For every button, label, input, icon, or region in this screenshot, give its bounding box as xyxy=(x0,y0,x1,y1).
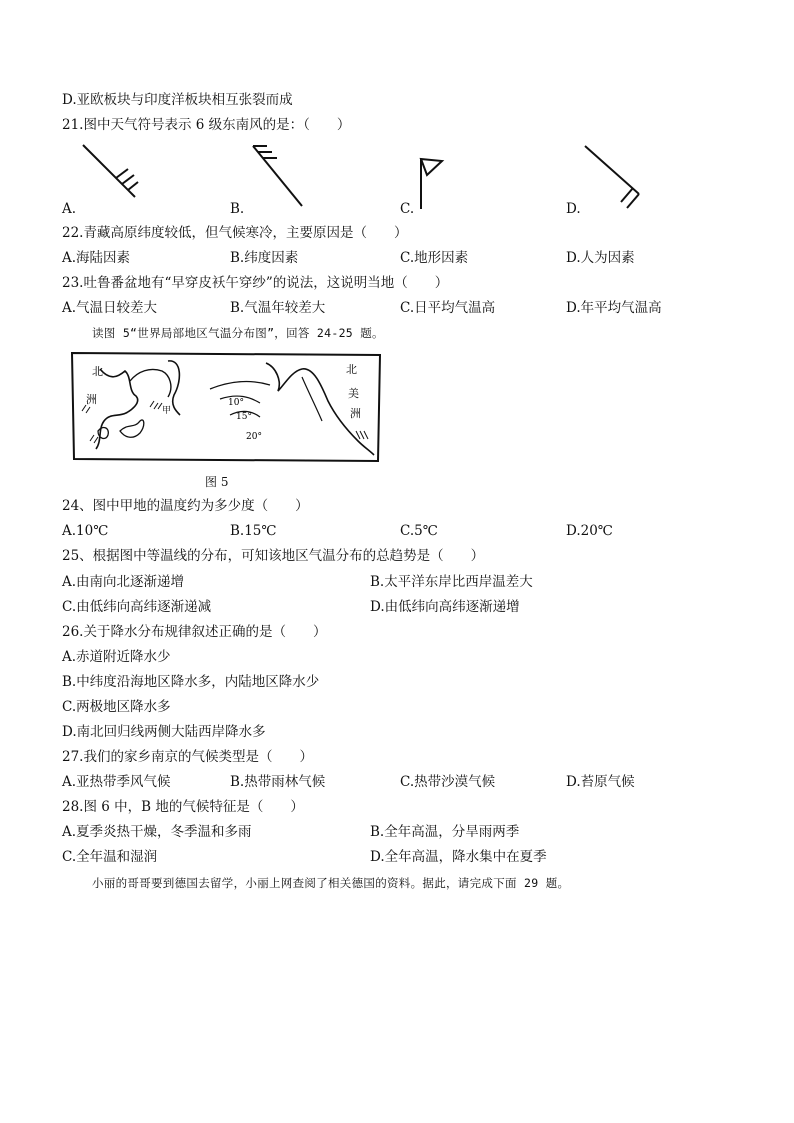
q26-stem: 26.关于降水分布规律叙述正确的是（ ） xyxy=(62,624,327,640)
q26-option-a: A.赤道附近降水少 xyxy=(62,649,171,665)
q23-stem: 23.吐鲁番盆地有“早穿皮袄午穿纱”的说法，这说明当地（ ） xyxy=(62,275,449,291)
flag-icon-c xyxy=(414,155,446,211)
label-10: 10° xyxy=(228,398,244,408)
q25-option-b: B.太平洋东岸比西岸温差大 xyxy=(370,574,533,590)
q21-option-d: D. xyxy=(566,201,581,217)
q23-option-b: B.气温年较差大 xyxy=(230,300,326,316)
q27-option-b: B.热带雨林气候 xyxy=(230,774,326,790)
q27-option-a: A.亚热带季风气候 xyxy=(62,774,171,790)
q21-stem: 21.图中天气符号表示 6 级东南风的是：（ ） xyxy=(62,117,351,133)
q28-option-a: A.夏季炎热干燥，冬季温和多雨 xyxy=(62,824,252,840)
q23-option-d: D.年平均气温高 xyxy=(566,300,662,316)
q28-option-d: D.全年高温，降水集中在夏季 xyxy=(370,849,547,865)
q25-option-d: D.由低纬向高纬逐渐递增 xyxy=(370,599,520,615)
wind-barb-icon-d xyxy=(583,142,643,212)
q26-option-c: C.两极地区降水多 xyxy=(62,699,171,715)
label-bei-right: 北 xyxy=(346,363,357,376)
q21-option-a: A. xyxy=(62,201,77,217)
q27-option-d: D.苔原气候 xyxy=(566,774,635,790)
q24-stem: 24、图中甲地的温度约为多少度（ ） xyxy=(62,498,309,514)
label-zhou-left: 洲 xyxy=(86,393,97,406)
q25-option-a: A.由南向北逐渐递增 xyxy=(62,574,185,590)
q24-option-c: C.5℃ xyxy=(400,523,438,539)
q22-stem: 22.青藏高原纬度较低，但气候寒冷，主要原因是（ ） xyxy=(62,225,408,241)
q21-option-c: C. xyxy=(400,201,415,217)
q23-option-a: A.气温日较差大 xyxy=(62,300,158,316)
wind-barb-icon-a xyxy=(80,142,140,204)
q25-stem: 25、根据图中等温线的分布，可知该地区气温分布的总趋势是（ ） xyxy=(62,548,485,564)
q25-option-c: C.由低纬向高纬逐渐递减 xyxy=(62,599,212,615)
q22-option-c: C.地形因素 xyxy=(400,250,469,266)
wind-barb-icon-b xyxy=(247,142,307,208)
prev-option-d: D.亚欧板块与印度洋板块相互张裂而成 xyxy=(62,92,293,108)
label-mei: 美 xyxy=(348,387,359,400)
label-bei: 北 xyxy=(92,365,103,378)
q21-option-b: B. xyxy=(230,201,245,217)
label-jia: 甲 xyxy=(162,406,172,416)
q28-option-b: B.全年高温，分旱雨两季 xyxy=(370,824,520,840)
q27-option-c: C.热带沙漠气候 xyxy=(400,774,496,790)
q23-option-c: C.日平均气温高 xyxy=(400,300,496,316)
intro-29: 小丽的哥哥要到德国去留学，小丽上网查阅了相关德国的资料。据此，请完成下面 29 题。 xyxy=(92,876,570,890)
q24-option-d: D.20℃ xyxy=(566,523,613,539)
label-15: 15° xyxy=(236,412,252,422)
q26-option-b: B.中纬度沿海地区降水多，内陆地区降水少 xyxy=(62,674,320,690)
q28-stem: 28.图 6 中，B 地的气候特征是（ ） xyxy=(62,799,304,815)
q22-option-b: B.纬度因素 xyxy=(230,250,299,266)
q27-stem: 27.我们的家乡南京的气候类型是（ ） xyxy=(62,749,313,765)
figure5-caption: 图 5 xyxy=(205,475,229,489)
q24-option-b: B.15℃ xyxy=(230,523,277,539)
q22-option-a: A.海陆因素 xyxy=(62,250,131,266)
q24-option-a: A.10℃ xyxy=(62,523,109,539)
temperature-map-figure xyxy=(70,351,382,463)
q28-option-c: C.全年温和湿润 xyxy=(62,849,158,865)
label-zhou-right: 洲 xyxy=(350,407,361,420)
q22-option-d: D.人为因素 xyxy=(566,250,635,266)
q26-option-d: D.南北回归线两侧大陆西岸降水多 xyxy=(62,724,266,740)
label-20: 20° xyxy=(246,432,262,442)
intro-24-25: 读图 5“世界局部地区气温分布图”，回答 24-25 题。 xyxy=(92,326,384,340)
